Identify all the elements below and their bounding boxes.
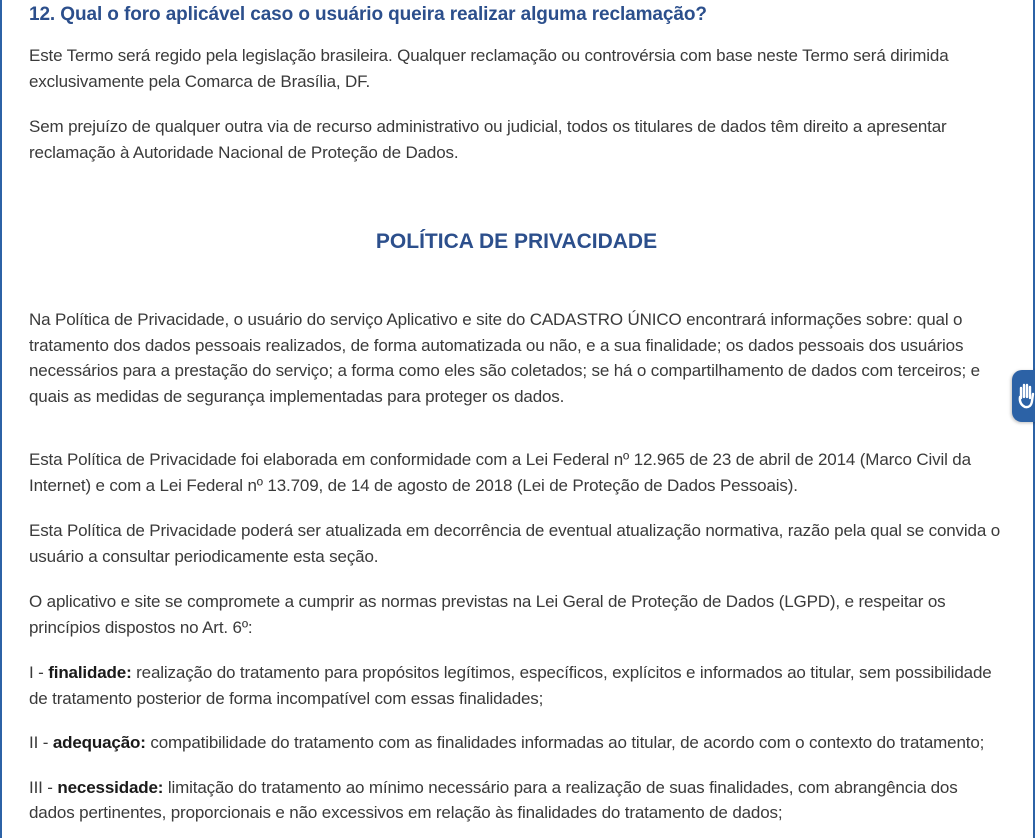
sign-language-hand-icon bbox=[1017, 382, 1035, 410]
privacy-policy-title: POLÍTICA DE PRIVACIDADE bbox=[375, 230, 658, 253]
principle-term: adequação: bbox=[52, 733, 146, 752]
privacy-law-paragraph: Esta Política de Privacidade foi elaborada em conformidade com a Lei Federal nº 12.965 de 23 de abril de 2014 (Marco Civil da Internet) e com a Lei Federal nº 13.709, de 14 de agosto de 2018 (Lei de Proteção de Dados Pessoais). bbox=[29, 450, 971, 495]
principle-numeral: III - bbox=[29, 777, 58, 797]
principle-text: limitação do tratamento ao mínimo necessário para a realização de suas finalidades, com abrangência dos dados pertinentes, proporcionais e não excessivos em relação às finalidades do tratamento de dados; bbox=[29, 777, 958, 822]
principle-necessidade bbox=[29, 775, 1004, 826]
principle-text: realização do tratamento para propósitos legítimos, específicos, explícitos e informados ao titular, sem possibilidade de tratamento posterior de forma incompatível com essas finalidades; bbox=[29, 663, 992, 708]
principle-term: necessidade: bbox=[57, 777, 164, 797]
privacy-intro-paragraph: Na Política de Privacidade, o usuário do serviço Aplicativo e site do CADASTRO ÚNICO encontrará informações sobre: qual o tratamento dos dados pessoais realizados, de forma automatizada ou não, e a sua finalidade; os dados pessoais dos usuários necessários para a prestação do serviço; a forma como eles são coletados; se há o compartilhamento de dados com terceiros; e quais as medidas de segurança implementadas para proteger os dados. bbox=[29, 310, 980, 406]
section-12-paragraph-1: Este Termo será regido pela legislação brasileira. Qualquer reclamação ou controvérsia com base neste Termo será dirimida exclusivamente pela Comarca de Brasília, DF. bbox=[29, 46, 949, 91]
principle-finalidade bbox=[29, 660, 1004, 711]
accessibility-vlibras-button[interactable] bbox=[1012, 370, 1035, 422]
principle-adequacao bbox=[29, 730, 1004, 756]
section-12-paragraph-2: Sem prejuízo de qualquer outra via de recurso administrativo ou judicial, todos os titulares de dados têm direito a apresentar reclamação à Autoridade Nacional de Proteção de Dados. bbox=[29, 117, 947, 162]
principle-numeral: I - bbox=[29, 663, 49, 682]
principle-numeral: II - bbox=[29, 733, 53, 752]
privacy-update-paragraph: Esta Política de Privacidade poderá ser atualizada em decorrência de eventual atualização normativa, razão pela qual se convida o usuário a consultar periodicamente esta seção. bbox=[29, 521, 1001, 566]
principle-term: finalidade: bbox=[48, 663, 132, 682]
principle-text: compatibilidade do tratamento com as finalidades informadas ao titular, de acordo com o contexto do tratamento; bbox=[145, 733, 985, 752]
privacy-commitment-paragraph: O aplicativo e site se compromete a cumprir as normas previstas na Lei Geral de Proteção de Dados (LGPD), e respeitar os princípios dispostos no Art. 6º: bbox=[29, 592, 946, 637]
document-content bbox=[29, 0, 1004, 826]
section-12-heading: 12. Qual o foro aplicável caso o usuário queira realizar alguma reclamação? bbox=[29, 4, 707, 25]
